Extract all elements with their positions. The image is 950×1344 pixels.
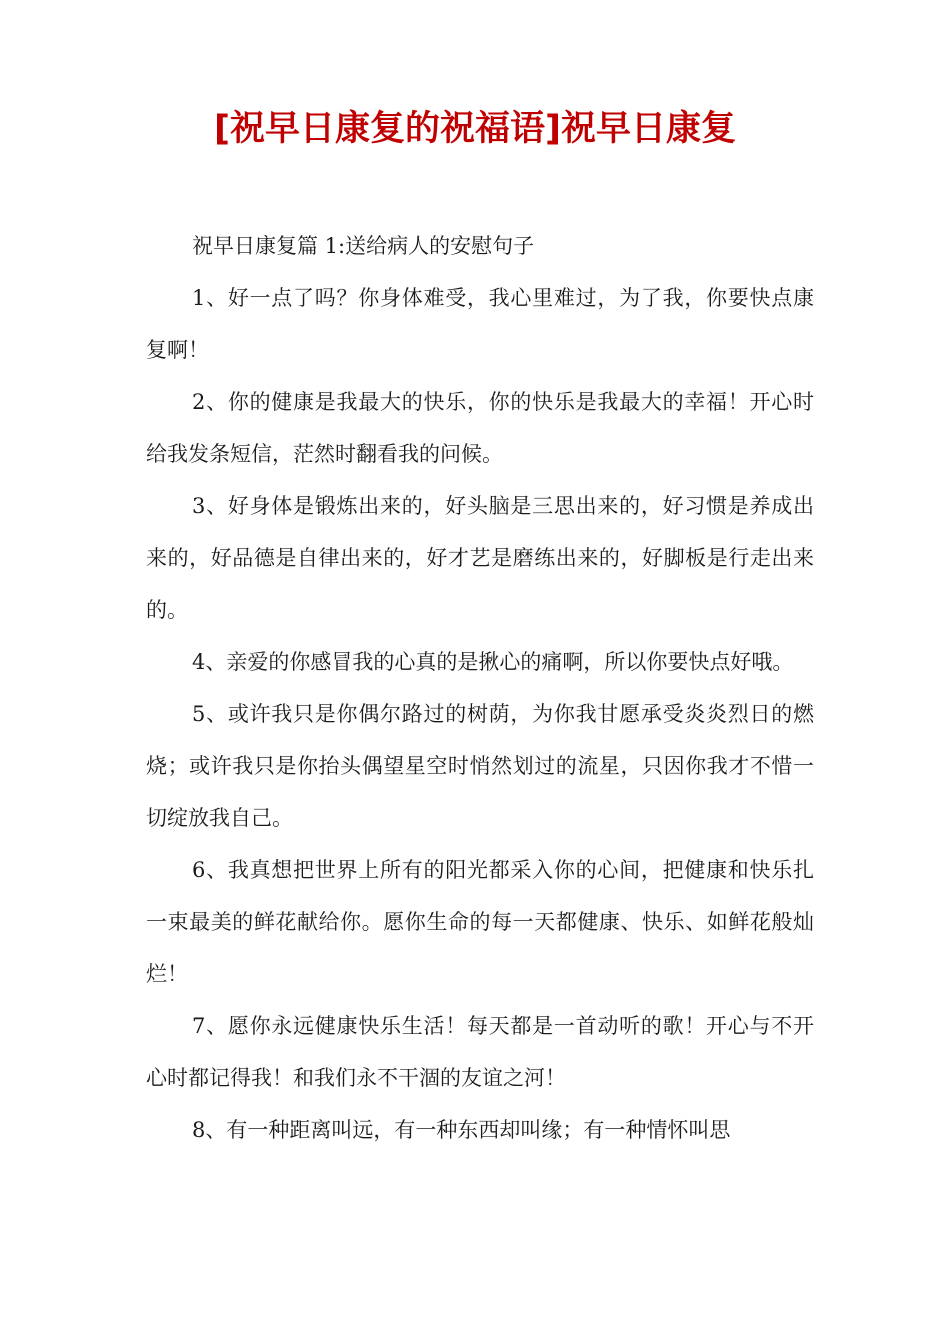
paragraph-6: 6、我真想把世界上所有的阳光都采入你的心间，把健康和快乐扎一束最美的鲜花献给你。愿你生命的每一天都健康、快乐、如鲜花般灿烂！ [146,858,814,986]
paragraph-8: 8、有一种距离叫远，有一种东西却叫缘；有一种情怀叫思 [192,1118,731,1142]
paragraph-7: 7、愿你永远健康快乐生活！每天都是一首动听的歌！开心与不开心时都记得我！和我们永不干涸的友谊之河！ [146,1014,814,1090]
paragraph-5: 5、或许我只是你偶尔路过的树荫，为你我甘愿承受炎炎烈日的燃烧；或许我只是你抬头偶望星空时悄然划过的流星，只因你我才不惜一切绽放我自己。 [146,702,814,830]
document-body [146,220,814,1156]
paragraph-1: 1、好一点了吗？你身体难受，我心里难过，为了我，你要快点康复啊！ [146,286,814,362]
paragraph-4: 4、亲爱的你感冒我的心真的是揪心的痛啊，所以你要快点好哦。 [192,650,794,674]
section-heading: 祝早日康复篇 1:送给病人的安慰句子 [192,234,535,258]
paragraph-3: 3、好身体是锻炼出来的，好头脑是三思出来的，好习惯是养成出来的，好品德是自律出来的，好才艺是磨练出来的，好脚板是行走出来的。 [146,494,814,622]
paragraph-2: 2、你的健康是我最大的快乐，你的快乐是我最大的幸福！开心时给我发条短信，茫然时翻看我的问候。 [146,390,814,466]
page-title: [祝早日康复的祝福语]祝早日康复 [214,109,736,149]
